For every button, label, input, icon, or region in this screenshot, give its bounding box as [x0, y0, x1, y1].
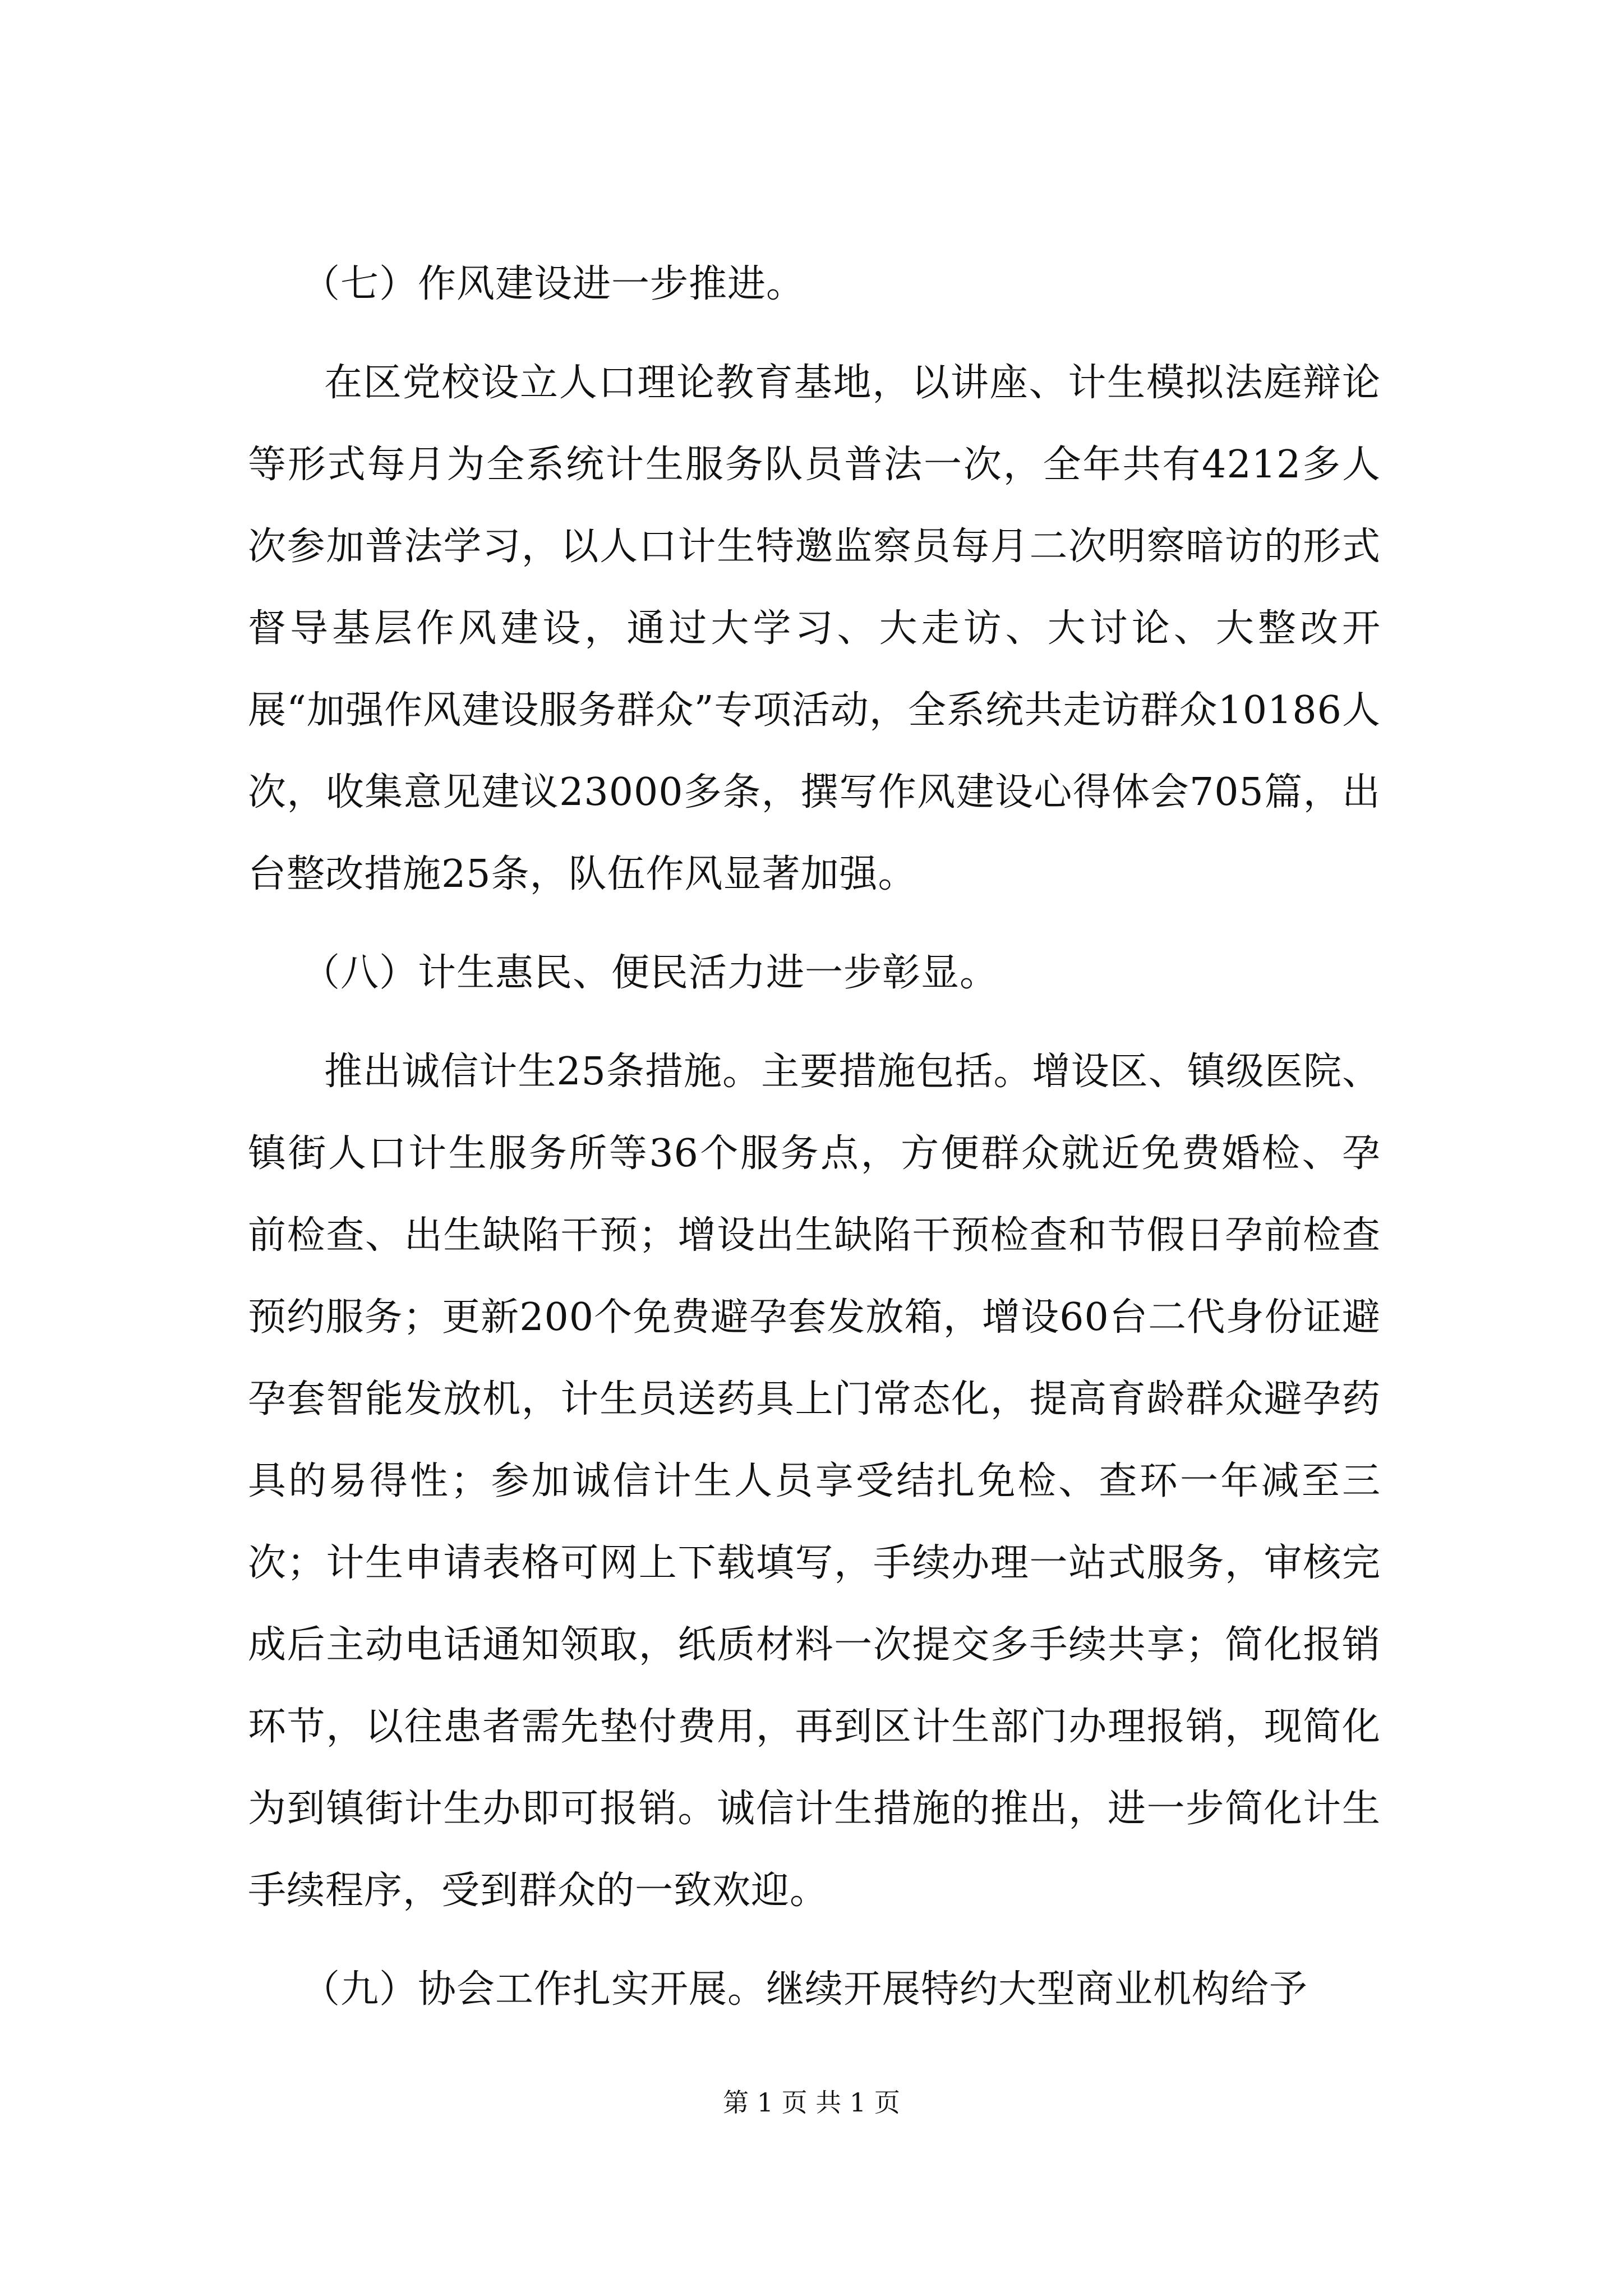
body-paragraph: 推出诚信计生25条措施。主要措施包括。增设区、镇级医院、镇街人口计生服务所等36个服务点，方便群众就近免费婚检、孕前检查、出生缺陷干预；增设出生缺陷干预检查和节假日孕前检查预约服务；更新200个免费避孕套发放箱，增设60台二代身份证避孕套智能发放机，计生员送药具上门常态化，提高育龄群众避孕药具的易得性；参加诚信计生人员享受结扎免检、查环一年减至三次；计生申请表格可网上下载填写，手续办理一站式服务，审核完成后主动电话通知领取，纸质材料一次提交多手续共享；简化报销环节，以往患者需先垫付费用，再到区计生部门办理报销，现简化为到镇街计生办即可报销。诚信计生措施的推出，进一步简化计生手续程序，受到群众的一致欢迎。: [248, 1050, 1381, 1913]
section-heading-7: （七）作风建设进一步推进。: [302, 262, 805, 306]
document-body: [248, 243, 1381, 2047]
section-heading-8: （八）计生惠民、便民活力进一步彰显。: [302, 951, 999, 995]
body-paragraph: 在区党校设立人口理论教育基地，以讲座、计生模拟法庭辩论等形式每月为全系统计生服务队员普法一次，全年共有4212多人次参加普法学习，以人口计生特邀监察员每月二次明察暗访的形式督导基层作风建设，通过大学习、大走访、大讨论、大整改开展“加强作风建设服务群众”专项活动，全系统共走访群众10186人次，收集意见建议23000多条，撰写作风建设心得体会705篇，出台整改措施25条，队伍作风显著加强。: [248, 361, 1381, 896]
page-footer: 第 1 页 共 1 页: [723, 2087, 900, 2118]
section-heading-9: （九）协会工作扎实开展。继续开展特约大型商业机构给予: [302, 1967, 1308, 2012]
